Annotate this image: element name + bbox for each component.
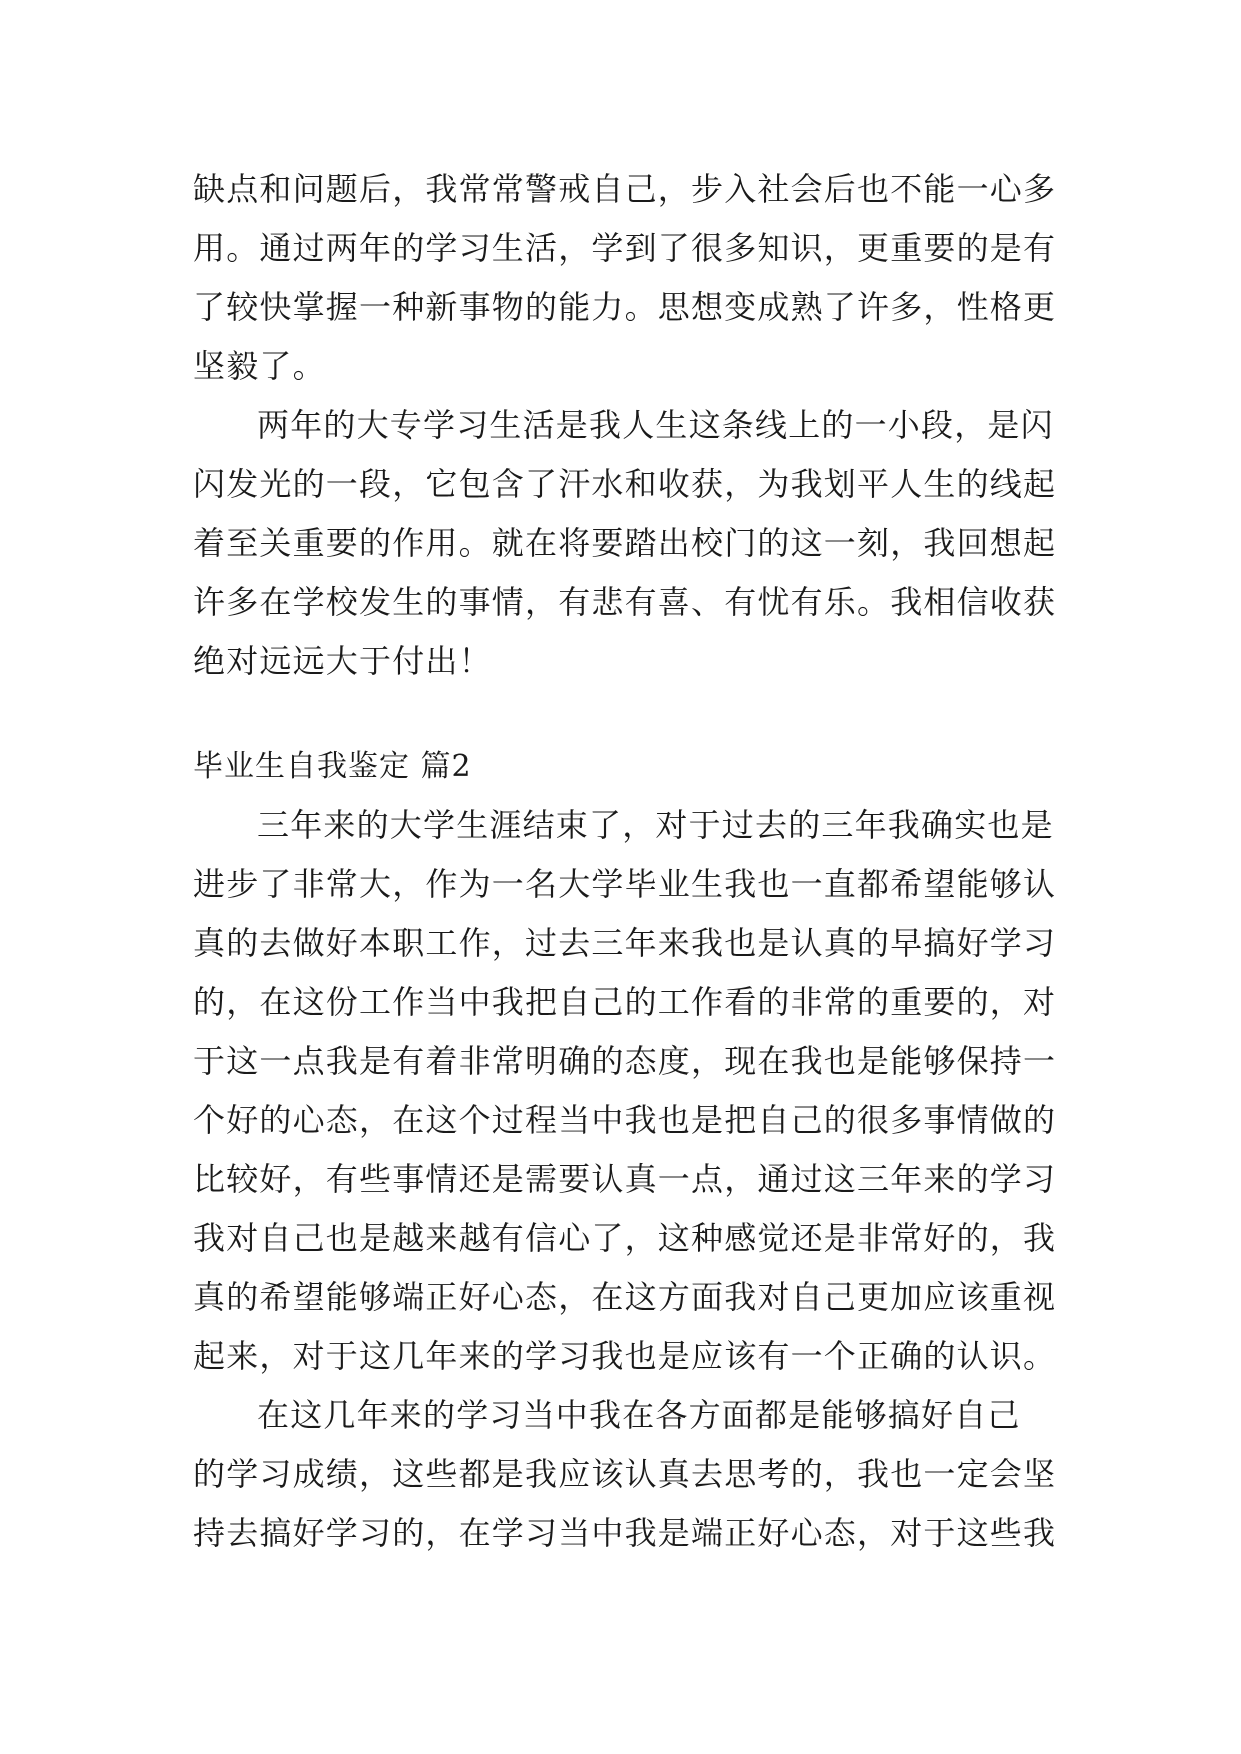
paragraph: [193, 396, 1058, 691]
document-body: [193, 160, 1058, 1563]
text-line: 比较好，有些事情还是需要认真一点，通过这三年来的学习: [193, 1160, 1057, 1198]
text-line: 坚毅了。: [193, 347, 326, 385]
section-heading: 毕业生自我鉴定 篇2: [193, 749, 472, 784]
text-line: 起来，对于这几年来的学习我也是应该有一个正确的认识。: [193, 1337, 1057, 1375]
text-line: 许多在学校发生的事情，有悲有喜、有忧有乐。我相信收获: [193, 583, 1057, 621]
paragraph: [193, 796, 1058, 1386]
text-line: 真的希望能够端正好心态，在这方面我对自己更加应该重视: [193, 1278, 1057, 1316]
paragraph: [193, 1386, 1058, 1563]
text-line: 的学习成绩，这些都是我应该认真去思考的，我也一定会坚: [193, 1455, 1057, 1493]
spacer: [193, 691, 1058, 737]
text-line: 绝对远远大于付出！: [193, 642, 492, 680]
text-line: 进步了非常大，作为一名大学毕业生我也一直都希望能够认: [193, 865, 1057, 903]
text-line: 了较快掌握一种新事物的能力。思想变成熟了许多，性格更: [193, 288, 1057, 326]
text-line: 三年来的大学生涯结束了，对于过去的三年我确实也是: [257, 806, 1054, 844]
paragraph: [193, 160, 1058, 396]
text-line: 的，在这份工作当中我把自己的工作看的非常的重要的，对: [193, 983, 1057, 1021]
text-line: 我对自己也是越来越有信心了，这种感觉还是非常好的，我: [193, 1219, 1057, 1257]
text-line: 缺点和问题后，我常常警戒自己，步入社会后也不能一心多: [193, 170, 1057, 208]
text-line: 在这几年来的学习当中我在各方面都是能够搞好自己: [257, 1396, 1021, 1434]
text-line: 持去搞好学习的，在学习当中我是端正好心态，对于这些我: [193, 1514, 1057, 1552]
text-line: 真的去做好本职工作，过去三年来我也是认真的早搞好学习: [193, 924, 1057, 962]
text-line: 着至关重要的作用。就在将要踏出校门的这一刻，我回想起: [193, 524, 1057, 562]
text-line: 两年的大专学习生活是我人生这条线上的一小段，是闪: [257, 406, 1054, 444]
text-line: 用。通过两年的学习生活，学到了很多知识，更重要的是有: [193, 229, 1057, 267]
text-line: 闪发光的一段，它包含了汗水和收获，为我划平人生的线起: [193, 465, 1057, 503]
text-line: 个好的心态，在这个过程当中我也是把自己的很多事情做的: [193, 1101, 1057, 1139]
text-line: 于这一点我是有着非常明确的态度，现在我也是能够保持一: [193, 1042, 1057, 1080]
